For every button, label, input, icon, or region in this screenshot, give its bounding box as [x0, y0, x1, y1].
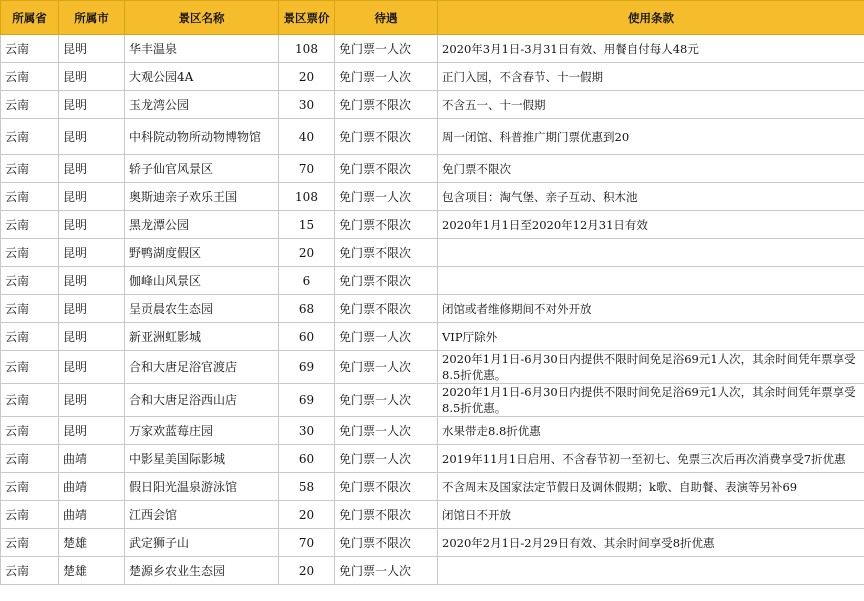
header-province: 所属省 — [1, 1, 59, 35]
cell-scenic-name: 合和大唐足浴官渡店 — [125, 351, 279, 384]
cell-province: 云南 — [1, 473, 59, 501]
cell-benefit: 免门票不限次 — [335, 501, 438, 529]
cell-scenic-name: 华丰温泉 — [125, 35, 279, 63]
cell-scenic-name: 武定狮子山 — [125, 529, 279, 557]
cell-scenic-name: 楚源乡农业生态园 — [125, 557, 279, 585]
cell-province: 云南 — [1, 63, 59, 91]
cell-ticket-price: 58 — [279, 473, 335, 501]
cell-ticket-price: 30 — [279, 417, 335, 445]
cell-ticket-price: 68 — [279, 295, 335, 323]
cell-benefit: 免门票不限次 — [335, 91, 438, 119]
cell-scenic-name: 合和大唐足浴西山店 — [125, 384, 279, 417]
header-benefit: 待遇 — [335, 1, 438, 35]
cell-city: 曲靖 — [59, 445, 125, 473]
cell-province: 云南 — [1, 445, 59, 473]
cell-city: 昆明 — [59, 35, 125, 63]
cell-terms: 免门票不限次 — [438, 155, 864, 183]
cell-scenic-name: 伽峰山风景区 — [125, 267, 279, 295]
table-row — [1, 384, 864, 417]
header-scenic-name: 景区名称 — [125, 1, 279, 35]
cell-province: 云南 — [1, 501, 59, 529]
header-ticket-price: 景区票价 — [279, 1, 335, 35]
cell-benefit: 免门票一人次 — [335, 417, 438, 445]
cell-terms: 周一闭馆、科普推广期门票优惠到20 — [438, 119, 864, 155]
cell-city: 楚雄 — [59, 557, 125, 585]
table-row — [1, 239, 864, 267]
cell-scenic-name: 大观公园4A — [125, 63, 279, 91]
cell-ticket-price: 15 — [279, 211, 335, 239]
cell-terms: VIP厅除外 — [438, 323, 864, 351]
cell-city: 昆明 — [59, 91, 125, 119]
cell-benefit: 免门票一人次 — [335, 384, 438, 417]
cell-city: 昆明 — [59, 267, 125, 295]
cell-scenic-name: 中科院动物所动物博物馆 — [125, 119, 279, 155]
cell-scenic-name: 万家欢蓝莓庄园 — [125, 417, 279, 445]
cell-ticket-price: 20 — [279, 239, 335, 267]
cell-province: 云南 — [1, 35, 59, 63]
cell-benefit: 免门票一人次 — [335, 445, 438, 473]
table-row — [1, 351, 864, 384]
cell-terms: 不含周末及国家法定节假日及调休假期；k歌、自助餐、表演等另补69 — [438, 473, 864, 501]
cell-benefit: 免门票一人次 — [335, 351, 438, 384]
table-row — [1, 323, 864, 351]
cell-province: 云南 — [1, 323, 59, 351]
cell-benefit: 免门票不限次 — [335, 529, 438, 557]
cell-city: 昆明 — [59, 295, 125, 323]
header-terms: 使用条款 — [438, 1, 864, 35]
cell-benefit: 免门票一人次 — [335, 63, 438, 91]
cell-province: 云南 — [1, 183, 59, 211]
cell-scenic-name: 江西会馆 — [125, 501, 279, 529]
cell-scenic-name: 呈贡晨农生态园 — [125, 295, 279, 323]
cell-terms — [438, 267, 864, 295]
cell-ticket-price: 69 — [279, 384, 335, 417]
cell-ticket-price: 6 — [279, 267, 335, 295]
cell-terms: 正门入园，不含春节、十一假期 — [438, 63, 864, 91]
cell-terms: 2019年11月1日启用、不含春节初一至初七、免票三次后再次消费享受7折优惠 — [438, 445, 864, 473]
cell-benefit: 免门票一人次 — [335, 557, 438, 585]
cell-province: 云南 — [1, 239, 59, 267]
cell-scenic-name: 假日阳光温泉游泳馆 — [125, 473, 279, 501]
cell-scenic-name: 野鸭湖度假区 — [125, 239, 279, 267]
cell-city: 昆明 — [59, 384, 125, 417]
table-row — [1, 35, 864, 63]
cell-province: 云南 — [1, 557, 59, 585]
cell-ticket-price: 108 — [279, 35, 335, 63]
cell-city: 昆明 — [59, 155, 125, 183]
cell-benefit: 免门票不限次 — [335, 211, 438, 239]
table-row — [1, 63, 864, 91]
cell-province: 云南 — [1, 384, 59, 417]
table-header-row — [1, 1, 864, 35]
table-row — [1, 267, 864, 295]
cell-ticket-price: 60 — [279, 445, 335, 473]
cell-province: 云南 — [1, 295, 59, 323]
cell-city: 昆明 — [59, 323, 125, 351]
table-row — [1, 183, 864, 211]
cell-benefit: 免门票不限次 — [335, 155, 438, 183]
cell-city: 昆明 — [59, 351, 125, 384]
cell-benefit: 免门票不限次 — [335, 119, 438, 155]
cell-benefit: 免门票不限次 — [335, 267, 438, 295]
table-row — [1, 473, 864, 501]
table-row — [1, 211, 864, 239]
cell-scenic-name: 玉龙湾公园 — [125, 91, 279, 119]
cell-city: 曲靖 — [59, 473, 125, 501]
cell-city: 昆明 — [59, 211, 125, 239]
cell-scenic-name: 轿子仙官风景区 — [125, 155, 279, 183]
cell-terms: 水果带走8.8折优惠 — [438, 417, 864, 445]
cell-ticket-price: 70 — [279, 155, 335, 183]
cell-benefit: 免门票不限次 — [335, 473, 438, 501]
cell-city: 楚雄 — [59, 529, 125, 557]
cell-terms: 2020年1月1日-6月30日内提供不限时间免足浴69元1人次，其余时间凭年票享受8.5折优惠。 — [438, 351, 864, 384]
cell-terms: 闭馆或者维修期间不对外开放 — [438, 295, 864, 323]
cell-scenic-name: 黑龙潭公园 — [125, 211, 279, 239]
table-row — [1, 155, 864, 183]
cell-city: 曲靖 — [59, 501, 125, 529]
cell-terms: 2020年1月1日-6月30日内提供不限时间免足浴69元1人次，其余时间凭年票享受8.5折优惠。 — [438, 384, 864, 417]
cell-benefit: 免门票一人次 — [335, 323, 438, 351]
cell-province: 云南 — [1, 211, 59, 239]
cell-ticket-price: 40 — [279, 119, 335, 155]
table-row — [1, 119, 864, 155]
cell-city: 昆明 — [59, 63, 125, 91]
cell-ticket-price: 20 — [279, 557, 335, 585]
cell-province: 云南 — [1, 119, 59, 155]
cell-terms: 闭馆日不开放 — [438, 501, 864, 529]
cell-benefit: 免门票一人次 — [335, 35, 438, 63]
cell-city: 昆明 — [59, 119, 125, 155]
cell-terms: 不含五一、十一假期 — [438, 91, 864, 119]
cell-province: 云南 — [1, 267, 59, 295]
cell-province: 云南 — [1, 417, 59, 445]
table-row — [1, 295, 864, 323]
table-row — [1, 417, 864, 445]
cell-terms: 2020年1月1日至2020年12月31日有效 — [438, 211, 864, 239]
cell-benefit: 免门票不限次 — [335, 295, 438, 323]
cell-ticket-price: 108 — [279, 183, 335, 211]
cell-city: 昆明 — [59, 417, 125, 445]
cell-terms: 2020年2月1日-2月29日有效、其余时间享受8折优惠 — [438, 529, 864, 557]
cell-benefit: 免门票不限次 — [335, 239, 438, 267]
cell-city: 昆明 — [59, 183, 125, 211]
cell-ticket-price: 60 — [279, 323, 335, 351]
table-row — [1, 445, 864, 473]
cell-scenic-name: 奥斯迪亲子欢乐王国 — [125, 183, 279, 211]
table-row — [1, 529, 864, 557]
cell-terms: 包含项目：淘气堡、亲子互动、积木池 — [438, 183, 864, 211]
cell-ticket-price: 30 — [279, 91, 335, 119]
cell-province: 云南 — [1, 529, 59, 557]
cell-terms — [438, 239, 864, 267]
table-row — [1, 501, 864, 529]
cell-terms: 2020年3月1日-3月31日有效、用餐自付每人48元 — [438, 35, 864, 63]
cell-scenic-name: 新亚洲虹影城 — [125, 323, 279, 351]
cell-scenic-name: 中影星美国际影城 — [125, 445, 279, 473]
cell-ticket-price: 69 — [279, 351, 335, 384]
cell-benefit: 免门票一人次 — [335, 183, 438, 211]
cell-terms — [438, 557, 864, 585]
cell-ticket-price: 70 — [279, 529, 335, 557]
cell-ticket-price: 20 — [279, 501, 335, 529]
header-city: 所属市 — [59, 1, 125, 35]
cell-province: 云南 — [1, 155, 59, 183]
cell-ticket-price: 20 — [279, 63, 335, 91]
table-row — [1, 557, 864, 585]
cell-city: 昆明 — [59, 239, 125, 267]
cell-province: 云南 — [1, 351, 59, 384]
table-body — [1, 35, 864, 585]
table-row — [1, 91, 864, 119]
cell-province: 云南 — [1, 91, 59, 119]
